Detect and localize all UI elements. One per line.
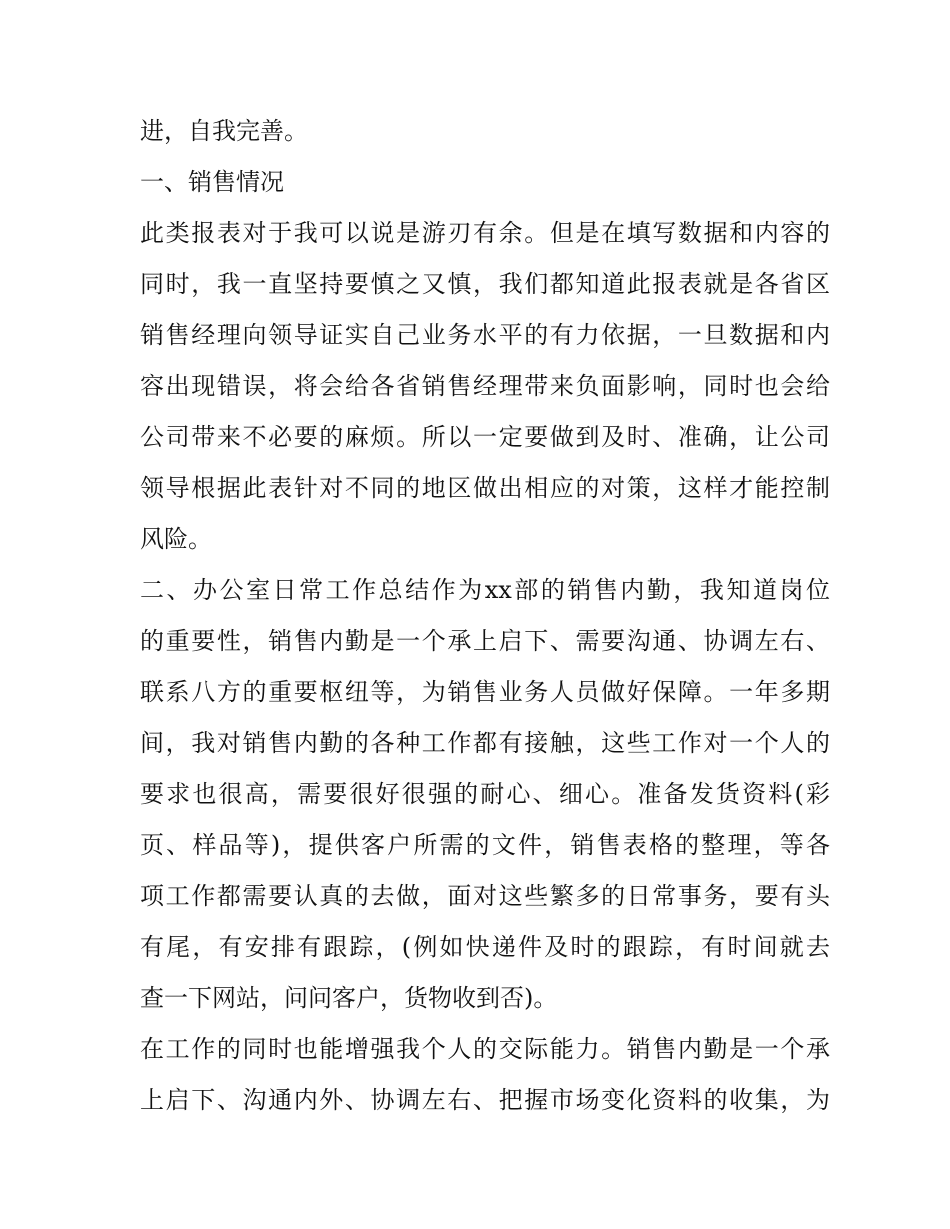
text-line: 销售经理向领导证实自己业务水平的有力依据，一旦数据和内 [140,321,830,349]
text-line: 同时，我一直坚持要慎之又慎，我们都知道此报表就是各省区 [140,270,830,298]
text-line: 要求也很高，需要很好很强的耐心、细心。准备发货资料(彩 [140,780,830,808]
text-line: 在工作的同时也能增强我个人的交际能力。销售内勤是一个承 [140,1035,830,1063]
text-line: 查一下网站，问问客户，货物收到否)。 [140,984,558,1012]
text-line: 此类报表对于我可以说是游刃有余。但是在填写数据和内容的 [140,219,830,247]
text-line: 项工作都需要认真的去做，面对这些繁多的日常事务，要有头 [140,882,830,910]
text-line: 上启下、沟通内外、协调左右、把握市场变化资料的收集，为 [140,1086,830,1114]
text-line: 间，我对销售内勤的各种工作都有接触，这些工作对一个人的 [140,729,830,757]
section-heading-office: 二、办公室日常工作总结作为xx部的销售内勤，我知道岗位 [140,576,830,604]
body-text [140,106,830,1126]
text-line: 进，自我完善。 [140,117,308,145]
text-line: 容出现错误，将会给各省销售经理带来负面影响，同时也会给 [140,372,830,400]
text-line: 领导根据此表针对不同的地区做出相应的对策，这样才能控制 [140,474,830,502]
text-line: 联系八方的重要枢纽等，为销售业务人员做好保障。一年多期 [140,678,830,706]
text-line: 页、样品等)，提供客户所需的文件，销售表格的整理，等各 [140,831,830,859]
text-line: 有尾，有安排有跟踪，(例如快递件及时的跟踪，有时间就去 [140,933,830,961]
text-line: 风险。 [140,525,212,553]
text-line: 公司带来不必要的麻烦。所以一定要做到及时、准确，让公司 [140,423,830,451]
text-line: 的重要性，销售内勤是一个承上启下、需要沟通、协调左右、 [140,627,830,655]
section-heading-sales: 一、销售情况 [140,168,284,196]
